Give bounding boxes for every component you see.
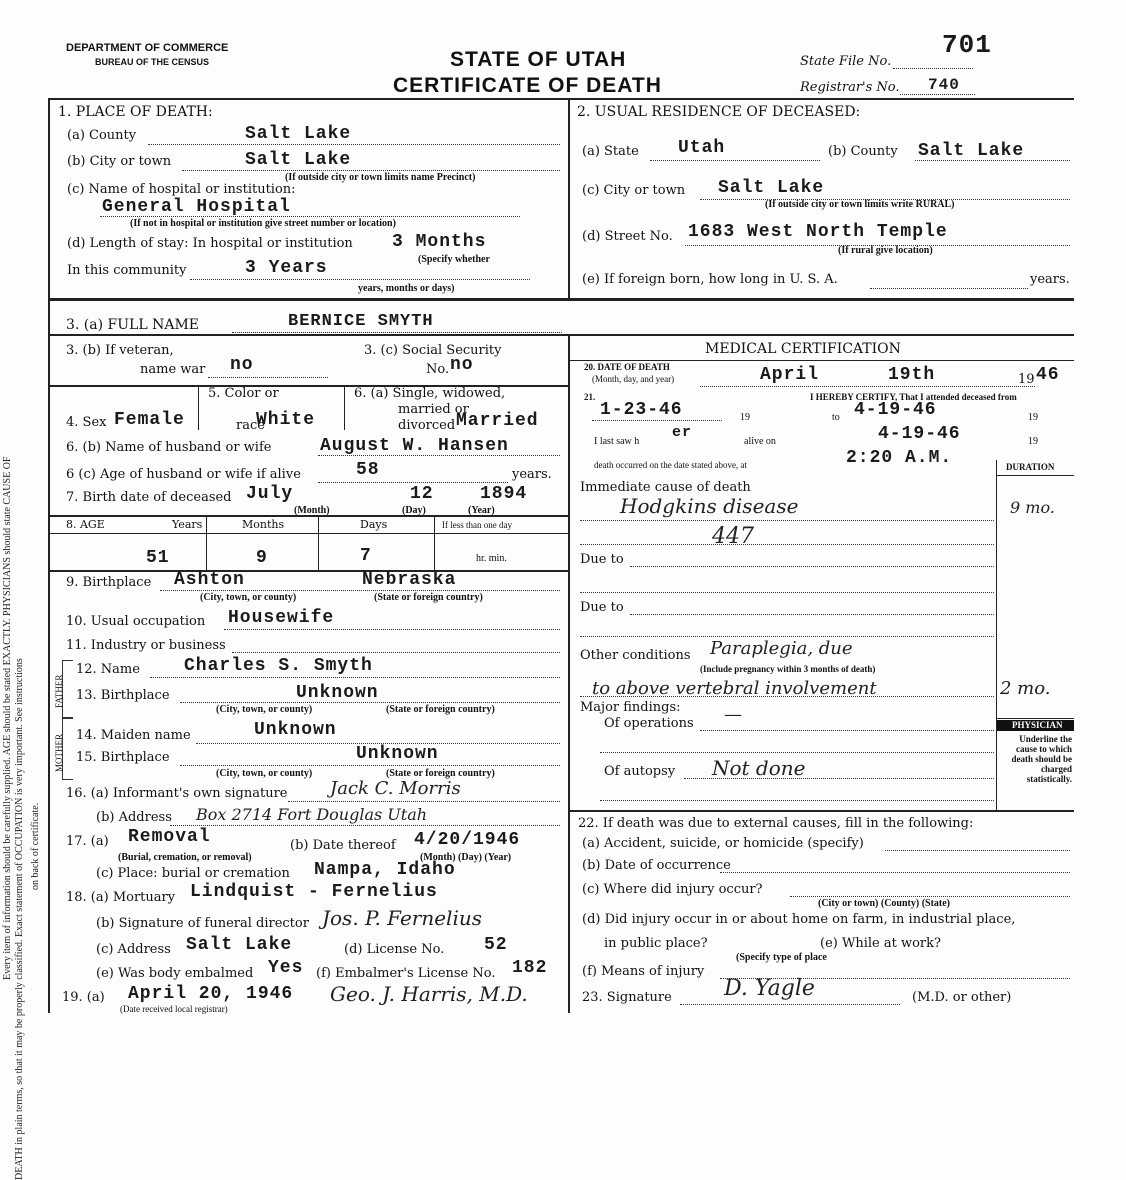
immediate-cause: Hodgkins disease: [620, 494, 799, 518]
mortuary-label: 18. (a) Mortuary: [66, 890, 176, 905]
received-note: (Date received local registrar): [120, 1004, 228, 1014]
spouse-label: 6. (b) Name of husband or wife: [66, 440, 272, 455]
dod-year-prefix: 19: [1018, 372, 1035, 387]
maiden-label: 14. Maiden name: [76, 728, 191, 743]
city-note: (If outside city or town limits name Precinct): [285, 172, 476, 183]
year-note: (Year): [468, 505, 495, 516]
ss-value: no: [450, 355, 474, 375]
state-file-label: State File No.: [800, 54, 892, 69]
birthdate-label: 7. Birth date of deceased: [66, 490, 232, 505]
certify-num: 21.: [584, 392, 596, 402]
month-note: (Month): [294, 505, 330, 516]
race-label: race: [236, 418, 265, 433]
informant-addr-label: (b) Address: [96, 810, 172, 825]
ss-no-label: No.: [426, 362, 450, 377]
hospital-note: (If not in hospital or institution give street number or location): [130, 218, 396, 229]
cause-duration: 9 mo.: [1010, 498, 1055, 517]
signature-label: 23. Signature: [582, 990, 672, 1005]
side-instructions-b: Every item of information should be carefully supplied. AGE should be stated EXACTLY. PHYSICIANS should state CAUSE OF: [2, 456, 13, 980]
from-19: 19: [740, 412, 750, 423]
divorced-label: divorced: [398, 418, 456, 433]
other-conditions-1: Paraplegia, due: [710, 638, 853, 659]
other-conditions-label: Other conditions: [580, 648, 691, 663]
dod-note: (Month, day, and year): [592, 374, 675, 384]
mortuary-name: Lindquist - Fernelius: [190, 882, 438, 902]
to-label: to: [832, 412, 840, 423]
state-title: STATE OF UTAH: [450, 48, 627, 71]
external-d: (d) Did injury occur in or about home on farm, in industrial place,: [582, 912, 1016, 927]
spouse-years: years.: [512, 467, 552, 482]
father-birthplace: Unknown: [296, 683, 379, 703]
autopsy-value: Not done: [712, 756, 806, 780]
external-spec: (Specify type of place: [736, 952, 827, 963]
community-length: 3 Years: [245, 258, 328, 278]
registrar-number: 740: [928, 76, 960, 94]
res-city-label: (c) City or town: [582, 183, 686, 198]
dept-label: DEPARTMENT OF COMMERCE: [66, 42, 229, 54]
attended-from: 1-23-46: [600, 400, 683, 420]
father-label: FATHER: [54, 674, 64, 708]
embalmed-value: Yes: [268, 958, 304, 978]
informant-address: Box 2714 Fort Douglas Utah: [196, 805, 428, 824]
birth-year: 1894: [480, 484, 528, 504]
director-label: (b) Signature of funeral director: [96, 916, 309, 931]
external-heading: 22. If death was due to external causes, fill in the following:: [578, 816, 974, 831]
disposition-date: 4/20/1946: [414, 830, 521, 850]
state-file-number: 701: [942, 30, 992, 60]
external-a: (a) Accident, suicide, or homicide (specify): [582, 836, 864, 851]
mbp-city-note: (City, town, or county): [216, 768, 313, 779]
fbp-state-note: (State or foreign country): [386, 704, 495, 715]
immediate-label: Immediate cause of death: [580, 480, 751, 495]
dod-label: 20. DATE OF DEATH: [584, 362, 670, 372]
sex-value: Female: [114, 410, 185, 430]
color-label: 5. Color or: [208, 386, 279, 401]
less-day: If less than one day: [442, 520, 512, 530]
county-label: (a) County: [67, 128, 137, 143]
external-b: (b) Date of occurrence: [582, 858, 731, 873]
death-city: Salt Lake: [245, 150, 352, 170]
received-date: April 20, 1946: [128, 984, 294, 1004]
birth-month: July: [246, 484, 294, 504]
age-years: 51: [146, 548, 170, 568]
ymd-note: years, months or days): [358, 283, 455, 294]
father-name-label: 12. Name: [76, 662, 140, 677]
embalmed-label: (e) Was body embalmed: [96, 966, 254, 981]
due-to-2: Due to: [580, 600, 624, 615]
marital-label: 6. (a) Single, widowed,: [354, 386, 506, 401]
industry-label: 11. Industry or business: [66, 638, 226, 653]
disposition-date-label: (b) Date thereof: [290, 838, 396, 853]
duration-head: DURATION: [1006, 462, 1055, 472]
bp-state-note: (State or foreign country): [374, 592, 483, 603]
father-bp-label: 13. Birthplace: [76, 688, 170, 703]
hr-min: hr. min.: [476, 553, 507, 564]
operations-label: Of operations: [604, 716, 694, 731]
death-time: 2:20 A.M.: [846, 448, 953, 468]
community-label: In this community: [67, 263, 187, 278]
embalmer-label: (f) Embalmer's License No.: [316, 966, 496, 981]
due-to-1: Due to: [580, 552, 624, 567]
autopsy-label: Of autopsy: [604, 764, 676, 779]
hospital-name: General Hospital: [102, 197, 291, 217]
age-days: 7: [360, 546, 372, 566]
occurred-label: death occurred on the date stated above, at: [594, 460, 747, 470]
last-saw-date: 4-19-46: [878, 424, 961, 444]
mother-label: MOTHER: [54, 734, 64, 772]
father-name: Charles S. Smyth: [184, 656, 373, 676]
res-city-note: (If outside city or town limits write RURAL): [765, 199, 955, 210]
director-signature: Jos. P. Fernelius: [322, 906, 482, 930]
birthplace-label: 9. Birthplace: [66, 575, 152, 590]
disposition-label: 17. (a): [66, 834, 109, 849]
fbp-city-note: (City, town, or county): [216, 704, 313, 715]
dod-year: 46: [1036, 365, 1060, 385]
stay-label: (d) Length of stay: In hospital or institution: [67, 236, 353, 251]
birthplace-state: Nebraska: [362, 570, 457, 590]
physician-note: Underline the cause to which death should be charged statistically.: [1011, 734, 1072, 784]
city-label: (b) City or town: [67, 154, 172, 169]
race-value: White: [256, 410, 316, 430]
sex-label: 4. Sex: [66, 415, 107, 430]
external-c: (c) Where did injury occur?: [582, 882, 763, 897]
physician-signature: D. Yagle: [724, 976, 815, 1001]
mortuary-address-label: (c) Address: [96, 942, 171, 957]
embalmer-license: 182: [512, 958, 548, 978]
spouse-age-label: 6 (c) Age of husband or wife if alive: [66, 467, 301, 482]
mortuary-address: Salt Lake: [186, 935, 293, 955]
physician-head: PHYSICIAN: [1012, 720, 1063, 730]
disposition-note: (Burial, cremation, or removal): [118, 852, 252, 863]
dod-day: 19th: [888, 365, 936, 385]
years-col: Years: [172, 518, 203, 531]
death-county: Salt Lake: [245, 124, 352, 144]
certify-text: I HEREBY CERTIFY, That I attended deceased from: [810, 392, 1017, 402]
war-label: name war: [140, 362, 206, 377]
married-label: married or: [398, 402, 469, 417]
age-months: 9: [256, 548, 268, 568]
disposition-method: Removal: [128, 827, 211, 847]
mother-bp-label: 15. Birthplace: [76, 750, 170, 765]
veteran-label: 3. (b) If veteran,: [66, 343, 174, 358]
license-label: (d) License No.: [344, 942, 445, 957]
res-state-label: (a) State: [582, 144, 639, 159]
occupation-value: Housewife: [228, 608, 335, 628]
veteran-value: no: [230, 355, 254, 375]
days-col: Days: [360, 518, 388, 531]
spouse-name: August W. Hansen: [320, 436, 509, 456]
res-county-label: (b) County: [828, 144, 898, 159]
last-saw-label: I last saw h: [594, 436, 640, 447]
informant-signature: Jack C. Morris: [330, 778, 461, 799]
marital-value: Married: [456, 411, 539, 431]
other-duration: 2 mo.: [1000, 678, 1051, 699]
occupation-label: 10. Usual occupation: [66, 614, 206, 629]
full-name: BERNICE SMYTH: [288, 312, 434, 331]
res-state: Utah: [678, 138, 726, 158]
attended-to: 4-19-46: [854, 400, 937, 420]
street-note: (If rural give location): [838, 245, 933, 256]
informant-sig-label: 16. (a) Informant's own signature: [66, 786, 288, 801]
registrar-signature: Geo. J. Harris, M.D.: [330, 982, 528, 1006]
md-label: (M.D. or other): [912, 990, 1012, 1005]
pregnancy-note: (Include pregnancy within 3 months of death): [700, 664, 876, 674]
registrar-label: Registrar's No.: [800, 80, 900, 95]
operations-value: —: [724, 704, 742, 725]
burial-place: Nampa, Idaho: [314, 860, 456, 880]
res-county: Salt Lake: [918, 141, 1025, 161]
mother-birthplace: Unknown: [356, 744, 439, 764]
months-col: Months: [242, 518, 285, 531]
medical-heading: MEDICAL CERTIFICATION: [705, 341, 901, 357]
other-conditions-2: to above vertebral involvement: [592, 678, 877, 699]
street-label: (d) Street No.: [582, 229, 673, 244]
last-saw-her: er: [672, 424, 693, 441]
burial-place-label: (c) Place: burial or cremation: [96, 866, 290, 881]
major-findings-label: Major findings:: [580, 700, 681, 715]
mbp-state-note: (State or foreign country): [386, 768, 495, 779]
bp-city-note: (City, town, or county): [200, 592, 297, 603]
age-label: 8. AGE: [66, 518, 105, 531]
spouse-age: 58: [356, 460, 380, 480]
date-note: (Month) (Day) (Year): [420, 852, 512, 863]
alive-on: alive on: [744, 436, 776, 447]
ss-label: 3. (c) Social Security: [364, 343, 502, 358]
received-label: 19. (a): [62, 990, 105, 1005]
place-heading: 1. PLACE OF DEATH:: [58, 104, 213, 120]
hospital-label: (c) Name of hospital or institution:: [67, 182, 296, 197]
birth-day: 12: [410, 484, 434, 504]
last-19: 19: [1028, 436, 1038, 447]
stay-length: 3 Months: [392, 232, 487, 252]
external-f: (f) Means of injury: [582, 964, 705, 979]
external-d2: in public place?: [604, 936, 708, 951]
fullname-label: 3. (a) FULL NAME: [66, 317, 199, 333]
cause-code: 447: [712, 524, 754, 549]
dod-month: April: [760, 365, 820, 385]
bureau-label: BUREAU OF THE CENSUS: [95, 57, 210, 67]
side-instructions-a: DEATH in plain terms, so that it may be properly classified. Exact statement of OCCUPATION is very important. See instructions: [14, 658, 25, 1180]
mother-maiden: Unknown: [254, 720, 337, 740]
res-city: Salt Lake: [718, 178, 825, 198]
external-c-note: (City or town) (County) (State): [818, 898, 951, 909]
certificate-title: CERTIFICATE OF DEATH: [393, 74, 662, 97]
to-19: 19: [1028, 412, 1038, 423]
external-e: (e) While at work?: [820, 936, 941, 951]
res-street: 1683 West North Temple: [688, 222, 948, 242]
side-instructions-c: on back of certificate.: [30, 802, 41, 890]
day-note: (Day): [402, 505, 426, 516]
years-suffix: years.: [1030, 272, 1070, 287]
license-number: 52: [484, 935, 508, 955]
birthplace-city: Ashton: [174, 570, 245, 590]
specify-note: (Specify whether: [418, 254, 490, 265]
residence-heading: 2. USUAL RESIDENCE OF DECEASED:: [577, 104, 861, 120]
foreign-label: (e) If foreign born, how long in U. S. A.: [582, 272, 838, 287]
